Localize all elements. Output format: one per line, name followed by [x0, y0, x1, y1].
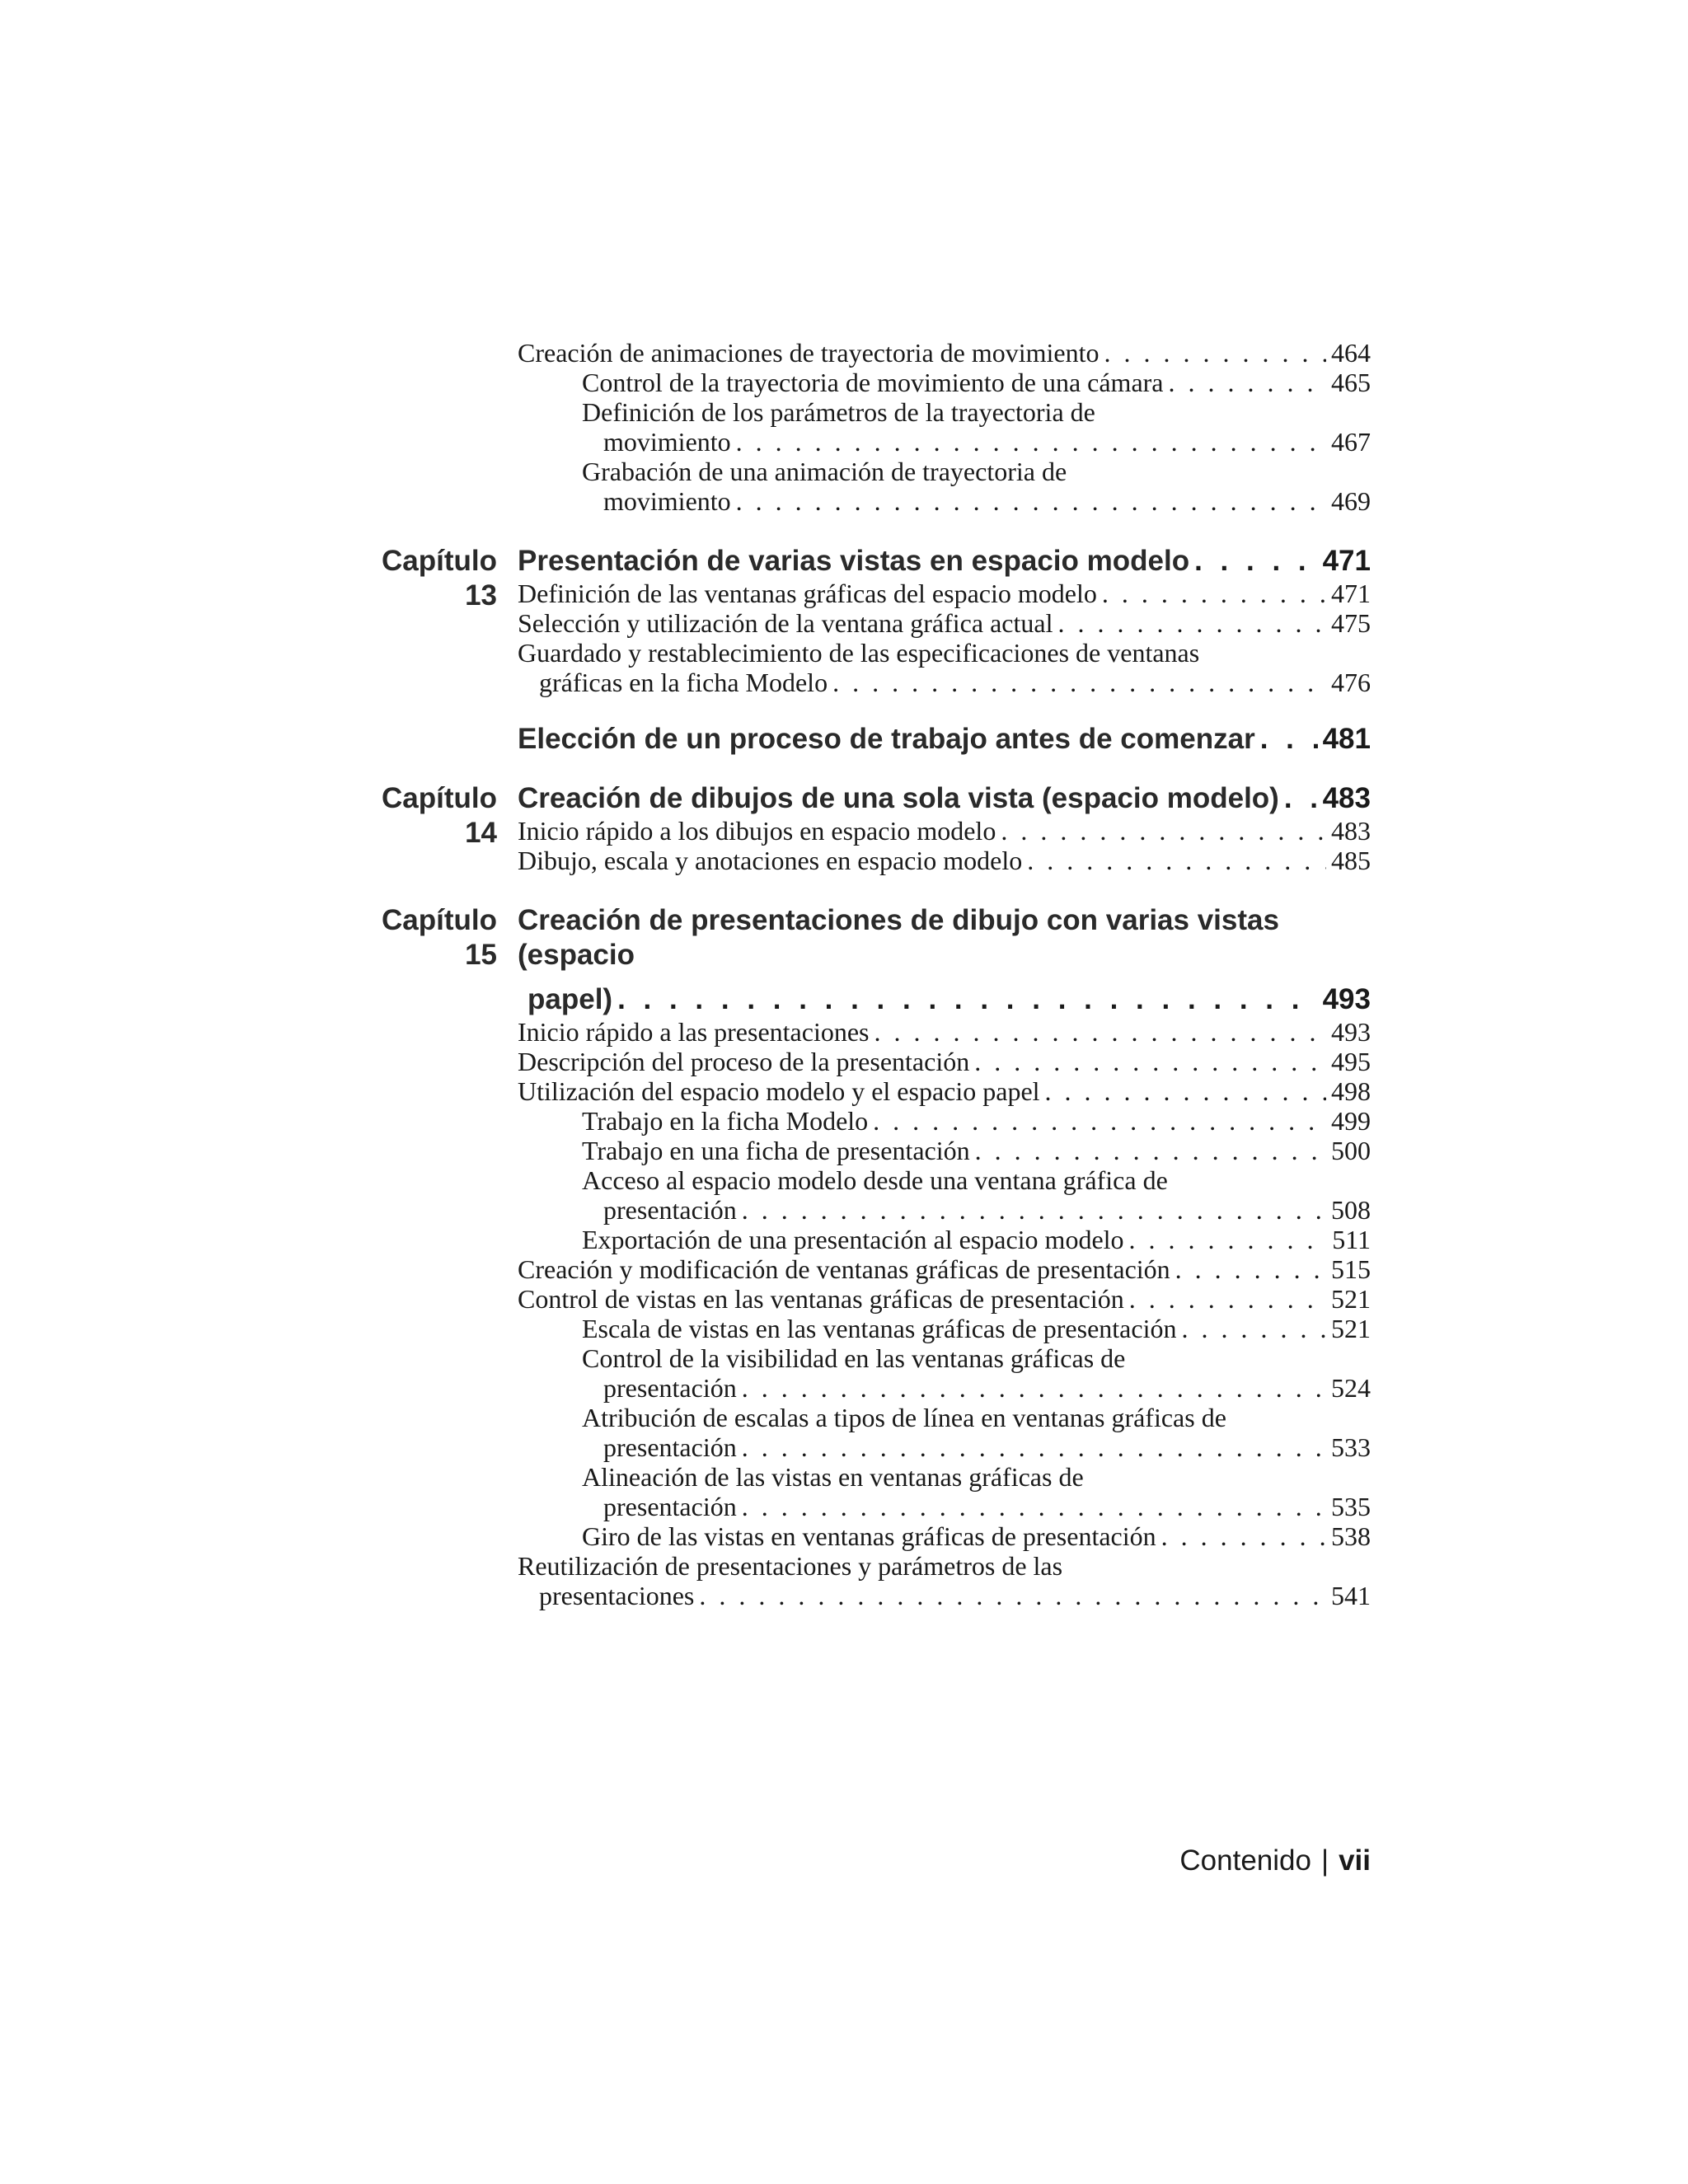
toc-entry-title: presentación: [603, 1195, 737, 1225]
toc-entry[interactable]: [518, 1284, 1371, 1314]
toc-entry[interactable]: [518, 1017, 1371, 1047]
toc-entry-page: 485: [1331, 846, 1371, 875]
dot-leader: [742, 1492, 1326, 1521]
toc-entry-page: 500: [1331, 1136, 1371, 1165]
toc-entry-title-line1: Acceso al espacio modelo desde una ventana gráfica de: [582, 1165, 1168, 1195]
toc-entry-title: Inicio rápido a los dibujos en espacio modelo: [518, 816, 996, 846]
dot-leader: [1194, 544, 1318, 579]
dot-leader: [975, 1136, 1326, 1165]
toc-entry[interactable]: [518, 638, 1371, 697]
toc-entry-title: Escala de vistas en las ventanas gráficas de presentación: [582, 1314, 1177, 1343]
toc-entry-title: presentación: [603, 1492, 737, 1521]
dot-leader: [1161, 1521, 1326, 1551]
toc-entry[interactable]: [518, 1047, 1371, 1076]
toc-entry-title: gráficas en la ficha Modelo: [539, 668, 828, 697]
toc-entry-title: Inicio rápido a las presentaciones: [518, 1017, 870, 1047]
toc-entry-page: 467: [1331, 427, 1371, 457]
toc-entry-title: Dibujo, escala y anotaciones en espacio modelo: [518, 846, 1023, 875]
dot-leader: [736, 427, 1326, 457]
dot-leader: [742, 1432, 1326, 1462]
toc-entry-title: movimiento: [603, 427, 731, 457]
dot-leader: [736, 486, 1326, 516]
dot-leader: [1057, 608, 1326, 638]
toc-entry-page: 499: [1331, 1106, 1371, 1136]
toc-entry-title: Trabajo en la ficha Modelo: [582, 1106, 869, 1136]
toc-entry[interactable]: [518, 368, 1371, 397]
dot-leader: [1104, 338, 1327, 368]
toc-entry-title: Creación y modificación de ventanas gráficas de presentación: [518, 1254, 1170, 1284]
toc-entry[interactable]: [518, 1165, 1371, 1225]
toc-entry-page: 521: [1331, 1284, 1371, 1314]
dot-leader: [1181, 1314, 1326, 1343]
footer-page-number: vii: [1339, 1844, 1371, 1877]
dot-leader: [617, 982, 1318, 1017]
toc-entry-title: Trabajo en una ficha de presentación: [582, 1136, 970, 1165]
toc-entry-title: Definición de las ventanas gráficas del espacio modelo: [518, 579, 1097, 608]
chapter-title: papel): [528, 983, 613, 1015]
toc-entry-page: 533: [1331, 1432, 1371, 1462]
toc-entry-page: 538: [1331, 1521, 1371, 1551]
toc-entry[interactable]: [518, 1462, 1371, 1521]
chapter-page: 471: [1322, 545, 1371, 577]
dot-leader: [874, 1017, 1327, 1047]
toc-entry-page: 524: [1331, 1373, 1371, 1403]
page-footer: [1071, 1844, 1371, 1877]
toc-entry-title: Control de la trayectoria de movimiento de una cámara: [582, 368, 1164, 397]
chapter-page: 483: [1322, 782, 1371, 814]
chapter-title-line1: Creación de presentaciones de dibujo con varias vistas (espacio: [518, 904, 1279, 971]
part-heading[interactable]: [518, 722, 1371, 757]
chapter-title: Presentación de varias vistas en espacio modelo: [518, 545, 1190, 577]
dot-leader: [873, 1106, 1326, 1136]
chapter-label: Capítulo 13: [382, 545, 497, 612]
toc-entry-title: presentación: [603, 1373, 737, 1403]
toc-entry-page: 535: [1331, 1492, 1371, 1521]
toc-entry-page: 475: [1331, 608, 1371, 638]
toc-entry-page: 493: [1331, 1017, 1371, 1047]
toc-entry-page: 498: [1331, 1076, 1371, 1106]
toc-entry-title-line1: Alineación de las vistas en ventanas gráficas de: [582, 1462, 1084, 1492]
dot-leader: [1045, 1076, 1326, 1106]
chapter-label: Capítulo 14: [382, 782, 497, 849]
toc-entry[interactable]: [518, 338, 1371, 368]
part-page: 481: [1322, 723, 1371, 755]
toc-entry[interactable]: [518, 1551, 1371, 1610]
footer-section: Contenido: [1179, 1844, 1311, 1877]
toc-entry[interactable]: [518, 397, 1371, 457]
toc-entry-title: presentación: [603, 1432, 737, 1462]
toc-entry[interactable]: [518, 608, 1371, 638]
toc-entry-title-line1: Grabación de una animación de trayectoria de: [582, 457, 1067, 486]
toc-entry-title: Creación de animaciones de trayectoria de movimiento: [518, 338, 1100, 368]
dot-leader: [1169, 368, 1327, 397]
dot-leader: [742, 1195, 1326, 1225]
dot-leader: [832, 668, 1326, 697]
toc-entry-page: 483: [1331, 816, 1371, 846]
toc-entry-title-line1: Control de la visibilidad en las ventanas gráficas de: [582, 1343, 1126, 1373]
dot-leader: [1129, 1225, 1328, 1254]
toc-entry-page: 495: [1331, 1047, 1371, 1076]
toc-entry-title-line1: Guardado y restablecimiento de las especificaciones de ventanas: [518, 638, 1200, 668]
toc-entry-title-line1: Definición de los parámetros de la trayectoria de: [582, 397, 1095, 427]
toc-entry[interactable]: [518, 816, 1371, 846]
dot-leader: [1260, 722, 1318, 757]
table-of-contents: [382, 338, 1371, 1610]
toc-entry-title: Utilización del espacio modelo y el espacio papel: [518, 1076, 1040, 1106]
toc-entry-page: 469: [1331, 486, 1371, 516]
toc-entry[interactable]: [518, 457, 1371, 516]
toc-entry-page: 465: [1331, 368, 1371, 397]
dot-leader: [1284, 781, 1318, 816]
chapter-title: Creación de dibujos de una sola vista (espacio modelo): [518, 782, 1279, 814]
toc-entry-title: Giro de las vistas en ventanas gráficas de presentación: [582, 1521, 1156, 1551]
toc-entry-title: Exportación de una presentación al espacio modelo: [582, 1225, 1124, 1254]
toc-entry-page: 508: [1331, 1195, 1371, 1225]
toc-entry-title: Descripción del proceso de la presentación: [518, 1047, 970, 1076]
dot-leader: [974, 1047, 1326, 1076]
toc-entry[interactable]: [518, 1076, 1371, 1106]
footer-separator: |: [1320, 1844, 1329, 1877]
toc-entry-title: movimiento: [603, 486, 731, 516]
dot-leader: [1175, 1254, 1326, 1284]
dot-leader: [1027, 846, 1326, 875]
toc-entry[interactable]: [518, 1254, 1371, 1284]
part-title: Elección de un proceso de trabajo antes de comenzar: [518, 723, 1255, 755]
toc-entry-page: 541: [1331, 1581, 1371, 1610]
toc-entry[interactable]: [518, 1136, 1371, 1165]
dot-leader: [699, 1581, 1326, 1610]
dot-leader: [1001, 816, 1326, 846]
toc-entry[interactable]: [518, 1225, 1371, 1254]
dot-leader: [1129, 1284, 1326, 1314]
toc-entry-page: 521: [1331, 1314, 1371, 1343]
toc-entry-title-line1: Atribución de escalas a tipos de línea en ventanas gráficas de: [582, 1403, 1226, 1432]
toc-entry-page: 511: [1332, 1225, 1371, 1254]
chapter-page: 493: [1322, 983, 1371, 1015]
toc-entry-page: 515: [1331, 1254, 1371, 1284]
chapter-15-heading[interactable]: [382, 903, 1371, 1017]
chapter-label: Capítulo 15: [382, 904, 497, 971]
toc-entry-page: 471: [1331, 579, 1371, 608]
toc-entry[interactable]: [518, 1314, 1371, 1343]
dot-leader: [1102, 579, 1326, 608]
toc-entry[interactable]: [518, 1403, 1371, 1462]
toc-entry[interactable]: [518, 579, 1371, 608]
toc-entry-title: presentaciones: [539, 1581, 695, 1610]
toc-entry[interactable]: [518, 1521, 1371, 1551]
toc-entry[interactable]: [518, 1343, 1371, 1403]
toc-entry-title: Control de vistas en las ventanas gráficas de presentación: [518, 1284, 1124, 1314]
toc-entry[interactable]: [518, 1106, 1371, 1136]
toc-entry-page: 464: [1331, 338, 1371, 368]
toc-entry-page: 476: [1331, 668, 1371, 697]
toc-entry[interactable]: [518, 846, 1371, 875]
toc-entry-title-line1: Reutilización de presentaciones y parámetros de las: [518, 1551, 1063, 1581]
toc-entry-title: Selección y utilización de la ventana gráfica actual: [518, 608, 1053, 638]
dot-leader: [742, 1373, 1326, 1403]
